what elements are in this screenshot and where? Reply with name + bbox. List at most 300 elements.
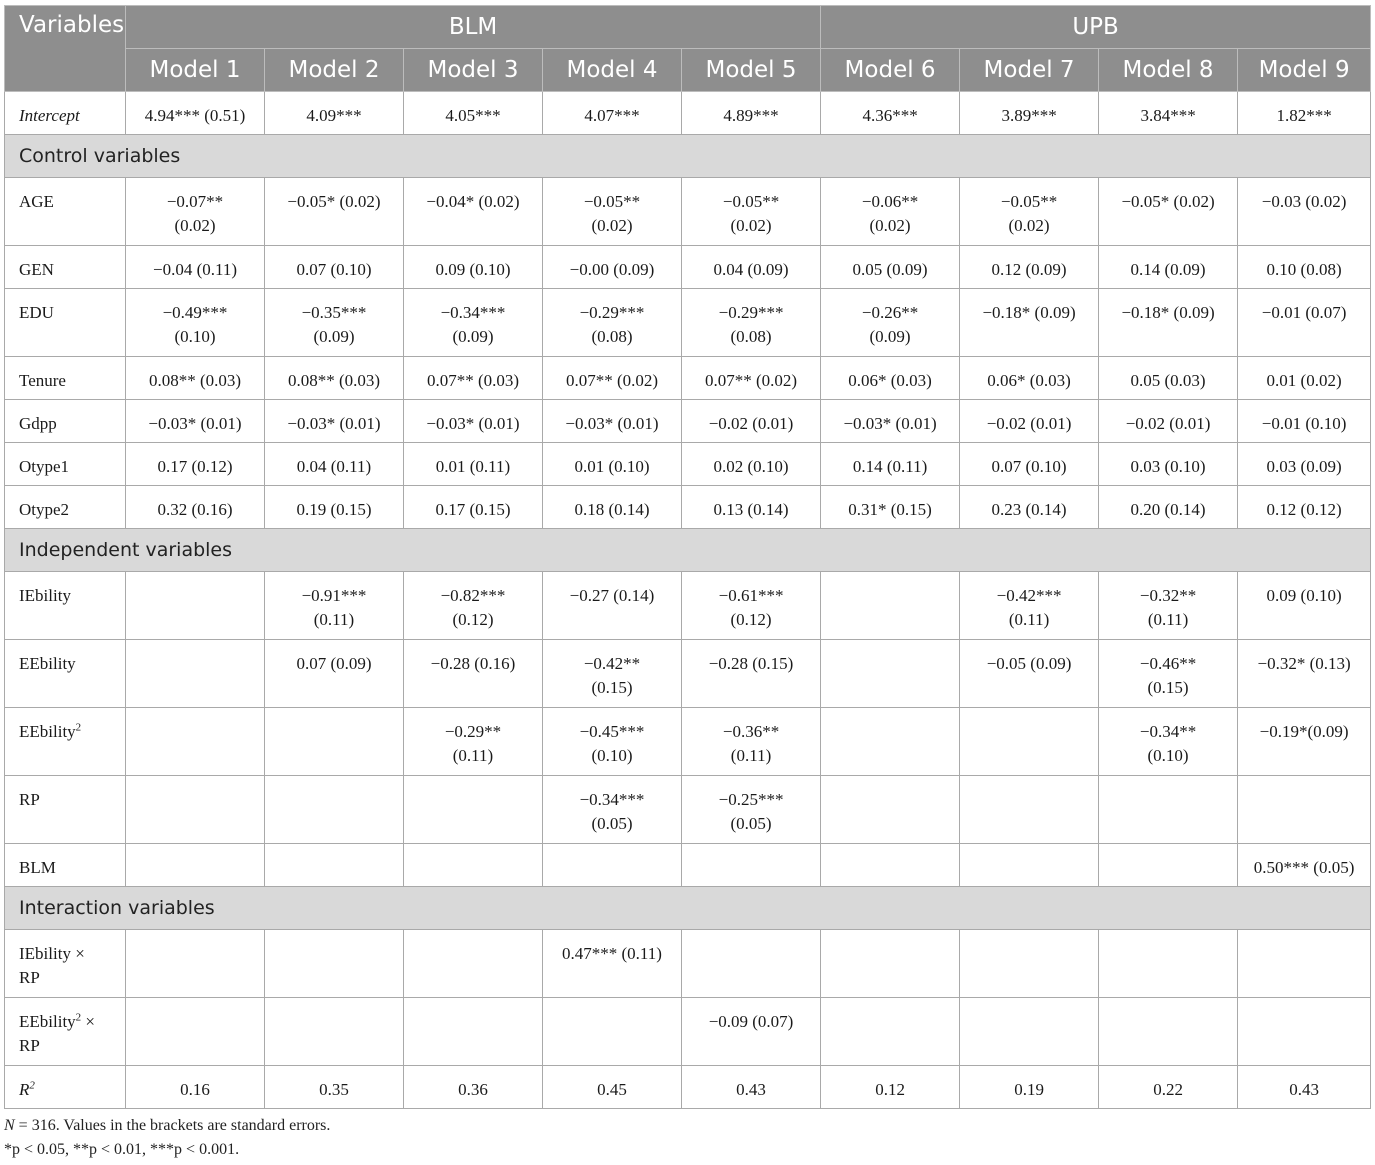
table-cell [265, 844, 404, 887]
table-cell [543, 1066, 682, 1109]
table-cell [960, 246, 1099, 289]
table-cell [960, 998, 1099, 1066]
table-cell [682, 289, 821, 357]
cell-value: 3.84*** [1140, 106, 1196, 125]
table-cell [1099, 844, 1238, 887]
row-label [5, 640, 126, 708]
table-cell [126, 443, 265, 486]
cell-value: −0.19*(0.09) [1259, 722, 1349, 741]
table-cell [1238, 930, 1371, 998]
group-header-blm: BLM [126, 6, 821, 49]
row-label-text: Gdpp [19, 414, 57, 433]
cell-value: 0.14 (0.09) [1130, 260, 1206, 279]
table-cell [821, 178, 960, 246]
cell-value: 0.16 [180, 1080, 210, 1099]
cell-value: 0.07 (0.10) [296, 260, 372, 279]
cell-value: −0.49*** (0.10) [162, 303, 228, 346]
row-label-text: AGE [19, 192, 54, 211]
table-row-iebility [5, 572, 1371, 640]
table-cell [126, 357, 265, 400]
table-cell [543, 572, 682, 640]
table-row-rp [5, 776, 1371, 844]
cell-value: −0.03* (0.01) [843, 414, 937, 433]
table-cell [126, 1066, 265, 1109]
table-cell [821, 400, 960, 443]
table-cell [682, 930, 821, 998]
cell-value: 0.12 [875, 1080, 905, 1099]
table-cell [682, 486, 821, 529]
cell-value: 0.01 (0.02) [1266, 371, 1342, 390]
table-row-blm [5, 844, 1371, 887]
cell-value: 0.22 [1153, 1080, 1183, 1099]
table-cell [265, 443, 404, 486]
table-cell [821, 776, 960, 844]
cell-value: −0.82*** (0.12) [440, 586, 506, 629]
model-header: Model 1 [126, 49, 265, 92]
cell-value: 4.89*** [723, 106, 779, 125]
cell-value: −0.05** (0.02) [1000, 192, 1058, 235]
row-label [5, 998, 126, 1066]
table-cell [821, 1066, 960, 1109]
section-label: Independent variables [5, 529, 1371, 572]
cell-value: −0.06** (0.02) [861, 192, 919, 235]
table-cell [126, 844, 265, 887]
cell-value: 0.43 [736, 1080, 766, 1099]
header-row-models [5, 49, 1371, 92]
cell-value: −0.29*** (0.08) [579, 303, 645, 346]
cell-value: −0.18* (0.09) [1121, 303, 1215, 322]
cell-value: −0.45*** (0.10) [579, 722, 645, 765]
table-cell [821, 844, 960, 887]
cell-value: −0.05* (0.02) [1121, 192, 1215, 211]
table-cell [543, 357, 682, 400]
table-cell [265, 640, 404, 708]
table-cell [265, 1066, 404, 1109]
table-cell [404, 443, 543, 486]
cell-value: 0.04 (0.09) [713, 260, 789, 279]
table-cell [1238, 998, 1371, 1066]
cell-value: −0.04* (0.02) [426, 192, 520, 211]
cell-value: 0.08** (0.03) [287, 371, 381, 390]
table-cell [265, 486, 404, 529]
cell-value: 0.17 (0.12) [157, 457, 233, 476]
table-cell [265, 178, 404, 246]
table-cell [1238, 708, 1371, 776]
cell-value: 0.07 (0.10) [991, 457, 1067, 476]
table-notes [4, 1114, 1370, 1162]
table-cell [126, 998, 265, 1066]
cell-value: −0.34*** (0.05) [579, 790, 645, 833]
cell-value: −0.00 (0.09) [569, 260, 655, 279]
row-label [5, 400, 126, 443]
table-cell [1099, 443, 1238, 486]
row-label [5, 486, 126, 529]
table-cell [265, 357, 404, 400]
table-cell [682, 708, 821, 776]
row-label-text: Otype2 [19, 500, 70, 519]
cell-value: 0.01 (0.11) [435, 457, 511, 476]
group-header-upb: UPB [821, 6, 1371, 49]
table-cell [821, 486, 960, 529]
row-label-text: Otype1 [19, 457, 70, 476]
table-cell [960, 776, 1099, 844]
superscript: 2 [75, 721, 82, 734]
table-cell [1099, 400, 1238, 443]
table-cell [265, 246, 404, 289]
table-cell [265, 998, 404, 1066]
cell-value: −0.02 (0.01) [708, 414, 794, 433]
regression-table [4, 5, 1371, 1109]
table-row-otype1 [5, 443, 1371, 486]
cell-value: −0.28 (0.15) [708, 654, 794, 673]
table-cell [1238, 400, 1371, 443]
table-cell [1099, 1066, 1238, 1109]
cell-value: −0.46** (0.15) [1139, 654, 1197, 697]
row-label [5, 92, 126, 135]
table-cell [265, 776, 404, 844]
cell-value: 0.03 (0.09) [1266, 457, 1342, 476]
table-cell [404, 92, 543, 135]
model-header: Model 9 [1238, 49, 1371, 92]
table-cell [1099, 178, 1238, 246]
row-label [5, 357, 126, 400]
cell-value: 4.36*** [862, 106, 918, 125]
regression-table-container [4, 5, 1370, 1109]
note-n-text: = 316. Values in the brackets are standard errors. [14, 1117, 331, 1134]
table-cell [821, 572, 960, 640]
table-cell [265, 572, 404, 640]
cell-value: 0.32 (0.16) [157, 500, 233, 519]
cell-value: 0.09 (0.10) [1266, 586, 1342, 605]
cell-value: 0.03 (0.10) [1130, 457, 1206, 476]
cell-value: 0.07** (0.02) [704, 371, 798, 390]
table-cell [126, 930, 265, 998]
cell-value: 0.23 (0.14) [991, 500, 1067, 519]
table-cell [1099, 708, 1238, 776]
table-cell [682, 1066, 821, 1109]
table-cell [126, 178, 265, 246]
table-cell [404, 844, 543, 887]
table-cell [682, 776, 821, 844]
table-cell [960, 844, 1099, 887]
cell-value: 0.35 [319, 1080, 349, 1099]
table-cell [682, 92, 821, 135]
cell-value: −0.42** (0.15) [583, 654, 641, 697]
table-cell [821, 708, 960, 776]
cell-value: 0.50*** (0.05) [1253, 858, 1355, 877]
cell-value: −0.34*** (0.09) [440, 303, 506, 346]
table-cell [821, 289, 960, 357]
table-cell [126, 776, 265, 844]
cell-value: −0.04 (0.11) [152, 260, 238, 279]
row-label-text: IEbility [19, 586, 71, 605]
table-cell [404, 357, 543, 400]
table-cell [960, 640, 1099, 708]
table-row-age [5, 178, 1371, 246]
table-cell [126, 486, 265, 529]
table-cell [126, 400, 265, 443]
model-header: Model 8 [1099, 49, 1238, 92]
superscript: 2 [75, 1011, 82, 1024]
table-cell [682, 844, 821, 887]
table-cell [960, 357, 1099, 400]
table-cell [1099, 246, 1238, 289]
cell-value: −0.29** (0.11) [444, 722, 502, 765]
table-cell [960, 1066, 1099, 1109]
row-label-text: RP [19, 790, 40, 809]
cell-value: 0.12 (0.12) [1266, 500, 1342, 519]
cell-value: 0.07** (0.03) [426, 371, 520, 390]
table-cell [1238, 289, 1371, 357]
table-cell [1099, 486, 1238, 529]
table-cell [821, 443, 960, 486]
row-label [5, 844, 126, 887]
cell-value: 0.10 (0.08) [1266, 260, 1342, 279]
table-cell [1238, 443, 1371, 486]
table-cell [404, 246, 543, 289]
cell-value: −0.02 (0.01) [1125, 414, 1211, 433]
table-cell [1238, 572, 1371, 640]
cell-value: 0.17 (0.15) [435, 500, 511, 519]
table-cell [960, 178, 1099, 246]
cell-value: −0.03 (0.02) [1261, 192, 1347, 211]
cell-value: −0.29*** (0.08) [718, 303, 784, 346]
cell-value: −0.01 (0.07) [1261, 303, 1347, 322]
table-cell [404, 776, 543, 844]
table-cell [404, 708, 543, 776]
note-n-label: N [4, 1117, 15, 1134]
table-cell [1238, 92, 1371, 135]
cell-value: −0.03* (0.01) [426, 414, 520, 433]
table-cell [126, 289, 265, 357]
table-cell [126, 640, 265, 708]
note-significance: *p < 0.05, **p < 0.01, ***p < 0.001. [4, 1141, 240, 1158]
row-label [5, 708, 126, 776]
cell-value: −0.05** (0.02) [583, 192, 641, 235]
section-row [5, 135, 1371, 178]
section-label: Interaction variables [5, 887, 1371, 930]
table-cell [1238, 776, 1371, 844]
table-cell [126, 92, 265, 135]
cell-value: 0.07** (0.02) [565, 371, 659, 390]
table-body [5, 92, 1371, 1109]
table-cell [821, 930, 960, 998]
note-sample-size [4, 1114, 1370, 1138]
table-cell [404, 486, 543, 529]
cell-value: −0.27 (0.14) [569, 586, 655, 605]
table-cell [1238, 844, 1371, 887]
table-cell [960, 486, 1099, 529]
cell-value: 0.14 (0.11) [852, 457, 928, 476]
cell-value: 0.43 [1289, 1080, 1319, 1099]
table-cell [543, 708, 682, 776]
table-cell [126, 246, 265, 289]
cell-value: 0.07 (0.09) [296, 654, 372, 673]
cell-value: 0.05 (0.03) [1130, 371, 1206, 390]
table-cell [265, 92, 404, 135]
cell-value: −0.91*** (0.11) [301, 586, 367, 629]
row-label-text: IEbility × RP [19, 944, 85, 987]
table-row-edu [5, 289, 1371, 357]
cell-value: −0.05** (0.02) [722, 192, 780, 235]
section-row [5, 887, 1371, 930]
table-cell [1238, 640, 1371, 708]
table-cell [543, 486, 682, 529]
table-cell [1238, 486, 1371, 529]
row-label-text: EEbility [19, 1012, 76, 1031]
table-cell [126, 708, 265, 776]
cell-value: 0.20 (0.14) [1130, 500, 1206, 519]
row-label [5, 776, 126, 844]
row-label [5, 572, 126, 640]
cell-value: −0.01 (0.10) [1261, 414, 1347, 433]
cell-value: −0.03* (0.01) [148, 414, 242, 433]
cell-value: −0.05 (0.09) [986, 654, 1072, 673]
cell-value: 4.09*** [306, 106, 362, 125]
cell-value: −0.28 (0.16) [430, 654, 516, 673]
cell-value: 0.12 (0.09) [991, 260, 1067, 279]
table-cell [1099, 572, 1238, 640]
cell-value: 0.08** (0.03) [148, 371, 242, 390]
model-header: Model 6 [821, 49, 960, 92]
table-cell [1099, 998, 1238, 1066]
row-label [5, 246, 126, 289]
section-label: Control variables [5, 135, 1371, 178]
cell-value: −0.32* (0.13) [1257, 654, 1351, 673]
cell-value: −0.36** (0.11) [722, 722, 780, 765]
row-label [5, 443, 126, 486]
cell-value: 0.31* (0.15) [848, 500, 932, 519]
cell-value: 0.01 (0.10) [574, 457, 650, 476]
table-cell [960, 930, 1099, 998]
row-label-text: × RP [19, 1012, 96, 1055]
cell-value: 0.09 (0.10) [435, 260, 511, 279]
table-cell [543, 178, 682, 246]
cell-value: 0.04 (0.11) [296, 457, 372, 476]
cell-value: 4.94*** (0.51) [144, 106, 246, 125]
cell-value: −0.34** (0.10) [1139, 722, 1197, 765]
cell-value: 0.19 (0.15) [296, 500, 372, 519]
cell-value: 0.06* (0.03) [848, 371, 932, 390]
cell-value: −0.09 (0.07) [708, 1012, 794, 1031]
cell-value: −0.42*** (0.11) [996, 586, 1062, 629]
row-label-text: Tenure [19, 371, 66, 390]
table-cell [543, 930, 682, 998]
row-label [5, 178, 126, 246]
variables-header: Variables [5, 6, 126, 92]
row-label [5, 289, 126, 357]
row-label-text: EEbility [19, 722, 76, 741]
section-row [5, 529, 1371, 572]
table-cell [543, 776, 682, 844]
cell-value: 0.18 (0.14) [574, 500, 650, 519]
table-cell [682, 998, 821, 1066]
table-cell [1099, 92, 1238, 135]
row-label [5, 930, 126, 998]
table-cell [1099, 776, 1238, 844]
cell-value: 4.07*** [584, 106, 640, 125]
table-row-ee2_rp [5, 998, 1371, 1066]
table-cell [682, 400, 821, 443]
cell-value: −0.26** (0.09) [861, 303, 919, 346]
table-cell [404, 998, 543, 1066]
table-cell [543, 443, 682, 486]
table-cell [821, 246, 960, 289]
table-cell [682, 246, 821, 289]
table-cell [404, 1066, 543, 1109]
table-cell [821, 640, 960, 708]
cell-value: 0.13 (0.14) [713, 500, 789, 519]
table-cell [960, 400, 1099, 443]
table-row-eebility [5, 640, 1371, 708]
row-label-text: BLM [19, 858, 56, 877]
cell-value: 0.06* (0.03) [987, 371, 1071, 390]
header-row-groups [5, 6, 1371, 49]
table-cell [960, 443, 1099, 486]
cell-value: 0.02 (0.10) [713, 457, 789, 476]
table-cell [543, 246, 682, 289]
table-cell [1099, 289, 1238, 357]
cell-value: 1.82*** [1276, 106, 1332, 125]
table-cell [1238, 1066, 1371, 1109]
table-cell [1099, 640, 1238, 708]
table-cell [1238, 246, 1371, 289]
table-cell [1099, 357, 1238, 400]
table-row-otype2 [5, 486, 1371, 529]
cell-value: 0.05 (0.09) [852, 260, 928, 279]
table-cell [1238, 357, 1371, 400]
model-header: Model 5 [682, 49, 821, 92]
table-row-r2 [5, 1066, 1371, 1109]
row-label-text: EEbility [19, 654, 76, 673]
table-cell [404, 930, 543, 998]
cell-value: −0.03* (0.01) [287, 414, 381, 433]
table-cell [543, 92, 682, 135]
cell-value: −0.05* (0.02) [287, 192, 381, 211]
table-cell [404, 178, 543, 246]
table-cell [404, 640, 543, 708]
cell-value: 0.45 [597, 1080, 627, 1099]
table-cell [821, 998, 960, 1066]
row-label-text: EDU [19, 303, 54, 322]
row-label-text: GEN [19, 260, 54, 279]
table-cell [821, 357, 960, 400]
table-cell [682, 357, 821, 400]
table-cell [126, 572, 265, 640]
cell-value: 0.47*** (0.11) [562, 944, 662, 963]
cell-value: 4.05*** [445, 106, 501, 125]
table-cell [960, 289, 1099, 357]
table-row-gen [5, 246, 1371, 289]
table-cell [265, 930, 404, 998]
table-cell [404, 572, 543, 640]
table-cell [543, 998, 682, 1066]
model-header: Model 4 [543, 49, 682, 92]
table-cell [960, 572, 1099, 640]
cell-value: 3.89*** [1001, 106, 1057, 125]
cell-value: −0.02 (0.01) [986, 414, 1072, 433]
cell-value: −0.35*** (0.09) [301, 303, 367, 346]
table-cell [265, 289, 404, 357]
table-cell [821, 92, 960, 135]
table-cell [960, 92, 1099, 135]
cell-value: −0.32** (0.11) [1139, 586, 1197, 629]
table-cell [543, 844, 682, 887]
row-label [5, 1066, 126, 1109]
table-row-gdpp [5, 400, 1371, 443]
table-cell [265, 708, 404, 776]
table-cell [682, 640, 821, 708]
